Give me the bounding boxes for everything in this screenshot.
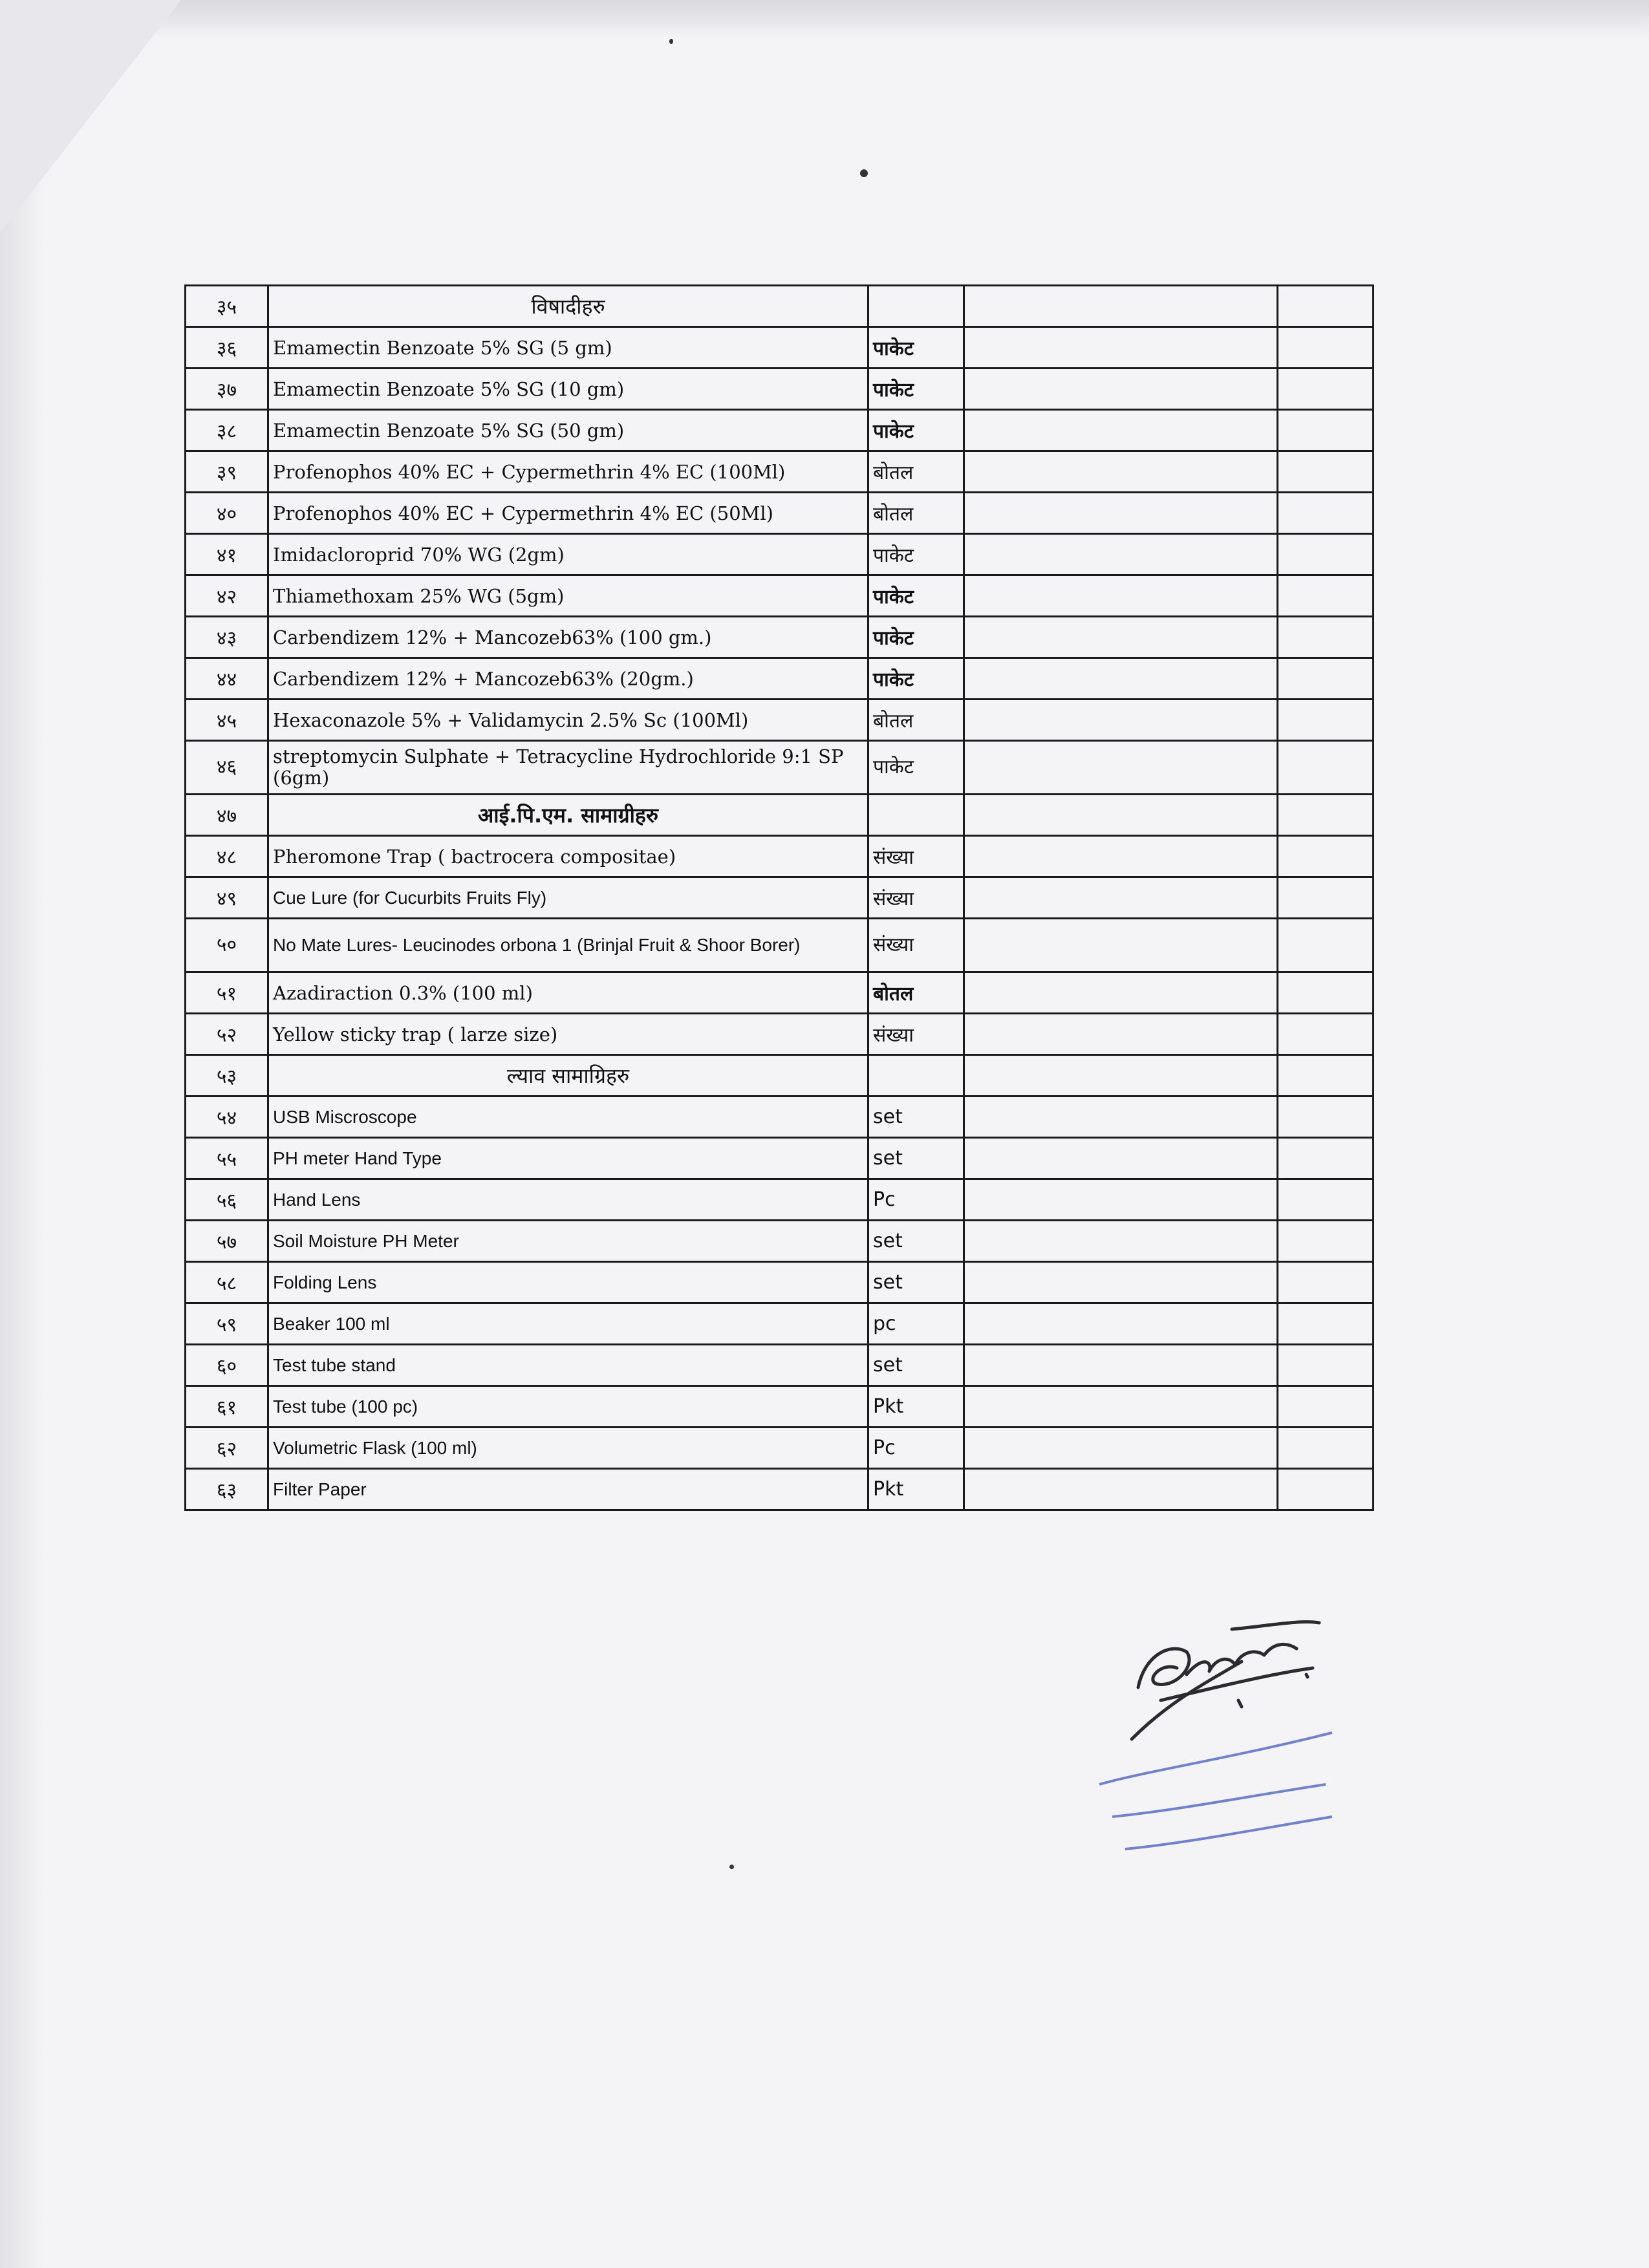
serial-number-cell: ५१ — [186, 972, 268, 1014]
signature-scribble — [1132, 1622, 1319, 1739]
empty-cell — [964, 534, 1278, 575]
empty-cell — [1278, 575, 1374, 617]
item-description-cell: Emamectin Benzoate 5% SG (50 gm) — [268, 410, 868, 451]
table-row — [186, 369, 1374, 410]
empty-cell — [964, 836, 1278, 877]
item-description-cell: Yellow sticky trap ( larze size) — [268, 1014, 868, 1055]
item-description-cell: streptomycin Sulphate + Tetracycline Hydrochloride 9:1 SP (6gm) — [268, 741, 868, 795]
item-description-cell: Carbendizem 12% + Mancozeb63% (20gm.) — [268, 658, 868, 700]
serial-number-cell: ४४ — [186, 658, 268, 700]
table-row — [186, 1221, 1374, 1262]
table-row — [186, 700, 1374, 741]
unit-cell: set — [868, 1262, 964, 1303]
empty-cell — [964, 1345, 1278, 1386]
empty-cell — [1278, 369, 1374, 410]
empty-cell — [964, 1055, 1278, 1097]
unit-cell: Pc — [868, 1179, 964, 1221]
item-description-cell: Emamectin Benzoate 5% SG (10 gm) — [268, 369, 868, 410]
scan-speck — [860, 169, 868, 177]
serial-number-cell: ३९ — [186, 451, 268, 493]
table-row — [186, 1303, 1374, 1345]
table-row — [186, 741, 1374, 795]
unit-cell: पाकेट — [868, 534, 964, 575]
empty-cell — [1278, 877, 1374, 919]
empty-cell — [964, 410, 1278, 451]
empty-cell — [964, 1097, 1278, 1138]
empty-cell — [964, 741, 1278, 795]
empty-cell — [964, 286, 1278, 327]
serial-number-cell: ४९ — [186, 877, 268, 919]
table-row — [186, 877, 1374, 919]
empty-cell — [964, 1386, 1278, 1428]
empty-cell — [1278, 1138, 1374, 1179]
table-row — [186, 327, 1374, 369]
empty-cell — [1278, 919, 1374, 972]
empty-cell — [964, 1138, 1278, 1179]
scan-shadow-left — [0, 0, 45, 2268]
serial-number-cell: ३५ — [186, 286, 268, 327]
items-table-body — [186, 286, 1374, 1510]
empty-cell — [964, 1262, 1278, 1303]
item-description-cell: Test tube stand — [268, 1345, 868, 1386]
table-row — [186, 972, 1374, 1014]
serial-number-cell: ४३ — [186, 617, 268, 658]
serial-number-cell: ३७ — [186, 369, 268, 410]
empty-cell — [1278, 741, 1374, 795]
item-description-cell: USB Miscroscope — [268, 1097, 868, 1138]
serial-number-cell: ५३ — [186, 1055, 268, 1097]
empty-cell — [1278, 1014, 1374, 1055]
serial-number-cell: ४२ — [186, 575, 268, 617]
serial-number-cell: ५९ — [186, 1303, 268, 1345]
empty-cell — [1278, 1055, 1374, 1097]
unit-cell — [868, 1055, 964, 1097]
unit-cell: संख्या — [868, 836, 964, 877]
item-description-cell: Test tube (100 pc) — [268, 1386, 868, 1428]
empty-cell — [964, 795, 1278, 836]
table-row — [186, 575, 1374, 617]
table-row — [186, 410, 1374, 451]
empty-cell — [1278, 972, 1374, 1014]
serial-number-cell: ५८ — [186, 1262, 268, 1303]
scan-shadow-top — [0, 0, 1649, 39]
empty-cell — [964, 1014, 1278, 1055]
items-table — [184, 284, 1374, 1511]
empty-cell — [964, 1469, 1278, 1510]
unit-cell: बोतल — [868, 972, 964, 1014]
table-row — [186, 919, 1374, 972]
item-description-cell: Beaker 100 ml — [268, 1303, 868, 1345]
table-row — [186, 493, 1374, 534]
table-row — [186, 1428, 1374, 1469]
unit-cell: बोतल — [868, 493, 964, 534]
serial-number-cell: ६० — [186, 1345, 268, 1386]
serial-number-cell: ४१ — [186, 534, 268, 575]
scan-speck — [729, 1865, 734, 1869]
table-row — [186, 451, 1374, 493]
paper-corner-fold — [0, 0, 181, 233]
unit-cell: पाकेट — [868, 327, 964, 369]
empty-cell — [1278, 1179, 1374, 1221]
table-row — [186, 1262, 1374, 1303]
unit-cell — [868, 286, 964, 327]
item-description-cell: Hexaconazole 5% + Validamycin 2.5% Sc (100Ml) — [268, 700, 868, 741]
empty-cell — [1278, 1262, 1374, 1303]
item-description-cell: Profenophos 40% EC + Cypermethrin 4% EC (50Ml) — [268, 493, 868, 534]
empty-cell — [964, 369, 1278, 410]
empty-cell — [964, 451, 1278, 493]
table-row — [186, 286, 1374, 327]
table-row — [186, 617, 1374, 658]
unit-cell: पाकेट — [868, 617, 964, 658]
unit-cell: संख्या — [868, 877, 964, 919]
empty-cell — [964, 1221, 1278, 1262]
serial-number-cell: ५५ — [186, 1138, 268, 1179]
item-description-cell: Folding Lens — [268, 1262, 868, 1303]
table-row — [186, 1138, 1374, 1179]
item-description-cell: Hand Lens — [268, 1179, 868, 1221]
item-description-cell: आई.पि.एम. सामाग्रीहरु — [268, 795, 868, 836]
item-description-cell: Emamectin Benzoate 5% SG (5 gm) — [268, 327, 868, 369]
empty-cell — [964, 493, 1278, 534]
empty-cell — [1278, 1097, 1374, 1138]
serial-number-cell: ५६ — [186, 1179, 268, 1221]
table-row — [186, 1097, 1374, 1138]
unit-cell: Pkt — [868, 1386, 964, 1428]
empty-cell — [1278, 617, 1374, 658]
empty-cell — [964, 919, 1278, 972]
empty-cell — [1278, 836, 1374, 877]
empty-cell — [1278, 700, 1374, 741]
item-description-cell: Carbendizem 12% + Mancozeb63% (100 gm.) — [268, 617, 868, 658]
signature-stamp — [1048, 1603, 1410, 1875]
item-description-cell: Volumetric Flask (100 ml) — [268, 1428, 868, 1469]
item-description-cell: Cue Lure (for Cucurbits Fruits Fly) — [268, 877, 868, 919]
table-row — [186, 1469, 1374, 1510]
table-row — [186, 836, 1374, 877]
empty-cell — [964, 972, 1278, 1014]
table-row — [186, 1014, 1374, 1055]
unit-cell: संख्या — [868, 1014, 964, 1055]
unit-cell: पाकेट — [868, 741, 964, 795]
unit-cell — [868, 795, 964, 836]
unit-cell: पाकेट — [868, 410, 964, 451]
serial-number-cell: ५४ — [186, 1097, 268, 1138]
unit-cell: बोतल — [868, 700, 964, 741]
unit-cell: set — [868, 1345, 964, 1386]
unit-cell: पाकेट — [868, 658, 964, 700]
empty-cell — [1278, 410, 1374, 451]
serial-number-cell: ४५ — [186, 700, 268, 741]
serial-number-cell: ३८ — [186, 410, 268, 451]
item-description-cell: Filter Paper — [268, 1469, 868, 1510]
unit-cell: set — [868, 1221, 964, 1262]
scan-speck — [669, 39, 673, 44]
empty-cell — [1278, 451, 1374, 493]
serial-number-cell: ५७ — [186, 1221, 268, 1262]
empty-cell — [964, 1179, 1278, 1221]
unit-cell: पाकेट — [868, 575, 964, 617]
empty-cell — [1278, 1469, 1374, 1510]
empty-cell — [964, 700, 1278, 741]
item-description-cell: विषादीहरु — [268, 286, 868, 327]
serial-number-cell: ४६ — [186, 741, 268, 795]
empty-cell — [1278, 1303, 1374, 1345]
empty-cell — [964, 658, 1278, 700]
unit-cell: pc — [868, 1303, 964, 1345]
item-description-cell: Pheromone Trap ( bactrocera compositae) — [268, 836, 868, 877]
serial-number-cell: ६१ — [186, 1386, 268, 1428]
empty-cell — [1278, 534, 1374, 575]
unit-cell: set — [868, 1138, 964, 1179]
empty-cell — [964, 877, 1278, 919]
empty-cell — [964, 1428, 1278, 1469]
serial-number-cell: ४० — [186, 493, 268, 534]
item-description-cell: ल्याव सामाग्रिहरु — [268, 1055, 868, 1097]
empty-cell — [1278, 1386, 1374, 1428]
table-row — [186, 795, 1374, 836]
empty-cell — [1278, 493, 1374, 534]
serial-number-cell: ३६ — [186, 327, 268, 369]
serial-number-cell: ६२ — [186, 1428, 268, 1469]
empty-cell — [1278, 795, 1374, 836]
table-row — [186, 1179, 1374, 1221]
table-row — [186, 1386, 1374, 1428]
serial-number-cell: ६३ — [186, 1469, 268, 1510]
item-description-cell: No Mate Lures- Leucinodes orbona 1 (Brinjal Fruit & Shoor Borer) — [268, 919, 868, 972]
empty-cell — [964, 617, 1278, 658]
empty-cell — [1278, 327, 1374, 369]
empty-cell — [964, 575, 1278, 617]
item-description-cell: Azadiraction 0.3% (100 ml) — [268, 972, 868, 1014]
empty-cell — [964, 327, 1278, 369]
table-row — [186, 534, 1374, 575]
unit-cell: set — [868, 1097, 964, 1138]
table-row — [186, 1055, 1374, 1097]
official-stamp — [1099, 1733, 1332, 1849]
serial-number-cell: ५० — [186, 919, 268, 972]
empty-cell — [964, 1303, 1278, 1345]
item-description-cell: Profenophos 40% EC + Cypermethrin 4% EC (100Ml) — [268, 451, 868, 493]
item-description-cell: Soil Moisture PH Meter — [268, 1221, 868, 1262]
serial-number-cell: ४८ — [186, 836, 268, 877]
unit-cell: Pc — [868, 1428, 964, 1469]
unit-cell: Pkt — [868, 1469, 964, 1510]
empty-cell — [1278, 286, 1374, 327]
empty-cell — [1278, 1221, 1374, 1262]
empty-cell — [1278, 658, 1374, 700]
item-description-cell: Thiamethoxam 25% WG (5gm) — [268, 575, 868, 617]
empty-cell — [1278, 1428, 1374, 1469]
item-description-cell: Imidacloroprid 70% WG (2gm) — [268, 534, 868, 575]
unit-cell: बोतल — [868, 451, 964, 493]
table-row — [186, 658, 1374, 700]
empty-cell — [1278, 1345, 1374, 1386]
serial-number-cell: ५२ — [186, 1014, 268, 1055]
item-description-cell: PH meter Hand Type — [268, 1138, 868, 1179]
serial-number-cell: ४७ — [186, 795, 268, 836]
unit-cell: संख्या — [868, 919, 964, 972]
table-row — [186, 1345, 1374, 1386]
unit-cell: पाकेट — [868, 369, 964, 410]
